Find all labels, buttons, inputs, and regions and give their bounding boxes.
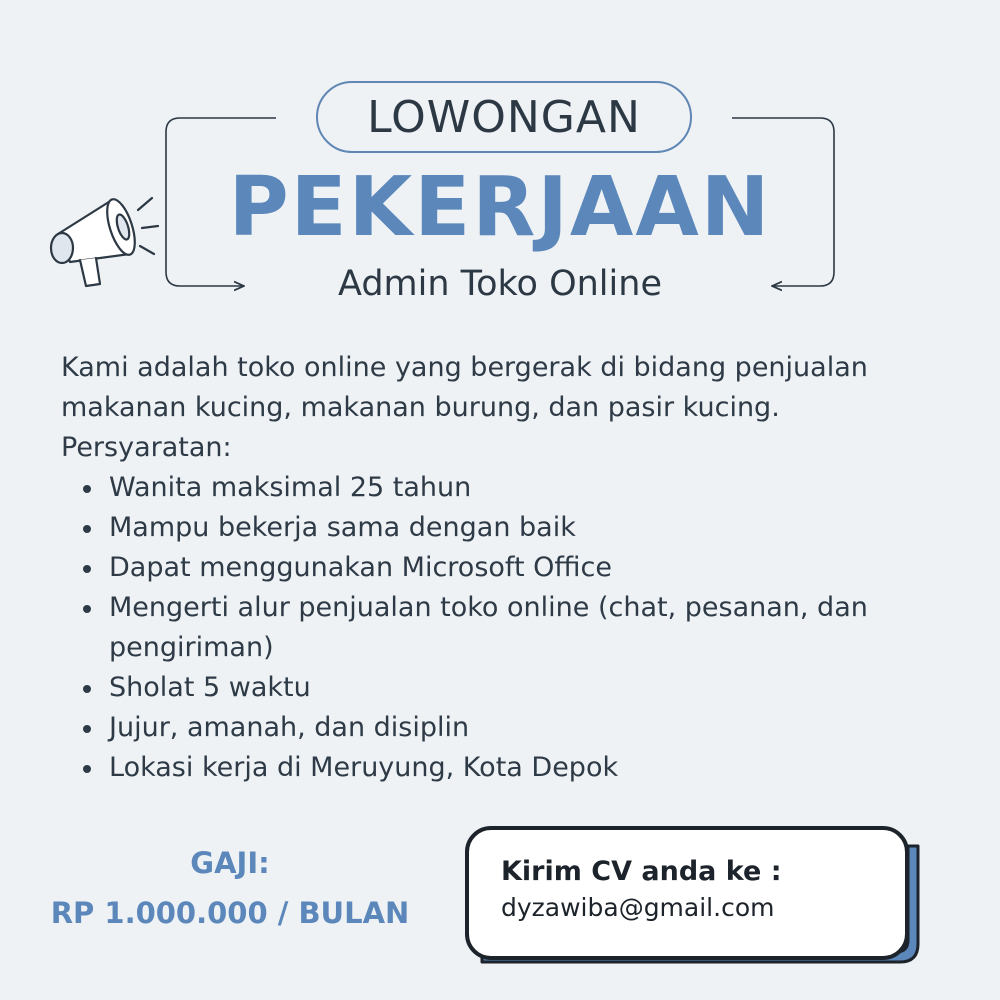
- requirements-label: Persyaratan:: [61, 432, 232, 463]
- list-item: Dapat menggunakan Microsoft Office: [61, 548, 961, 588]
- cv-contact-box: [465, 826, 909, 960]
- position-title: Admin Toko Online: [338, 264, 662, 304]
- list-item: Wanita maksimal 25 tahun: [61, 468, 961, 508]
- list-item: Jujur, amanah, dan disiplin: [61, 708, 961, 748]
- main-title: PEKERJAAN: [228, 160, 772, 255]
- list-item: Sholat 5 waktu: [61, 668, 961, 708]
- salary-amount: RP 1.000.000 / BULAN: [50, 896, 410, 930]
- list-item: Mampu bekerja sama dengan baik: [61, 508, 961, 548]
- email-text[interactable]: dyzawiba@gmail.com: [501, 893, 775, 922]
- list-item: Mengerti alur penjualan toko online (chat, pesanan, dan pengiriman): [61, 588, 961, 668]
- intro-text: Kami adalah toko online yang bergerak di bidang penjualan makanan kucing, makanan burung, dan pasir kucing.: [61, 352, 868, 423]
- list-item: Lokasi kerja di Meruyung, Kota Depok: [61, 748, 961, 788]
- cv-label: Kirim CV anda ke :: [501, 856, 782, 887]
- salary-label: GAJI:: [190, 846, 270, 880]
- top-label: LOWONGAN: [367, 91, 641, 143]
